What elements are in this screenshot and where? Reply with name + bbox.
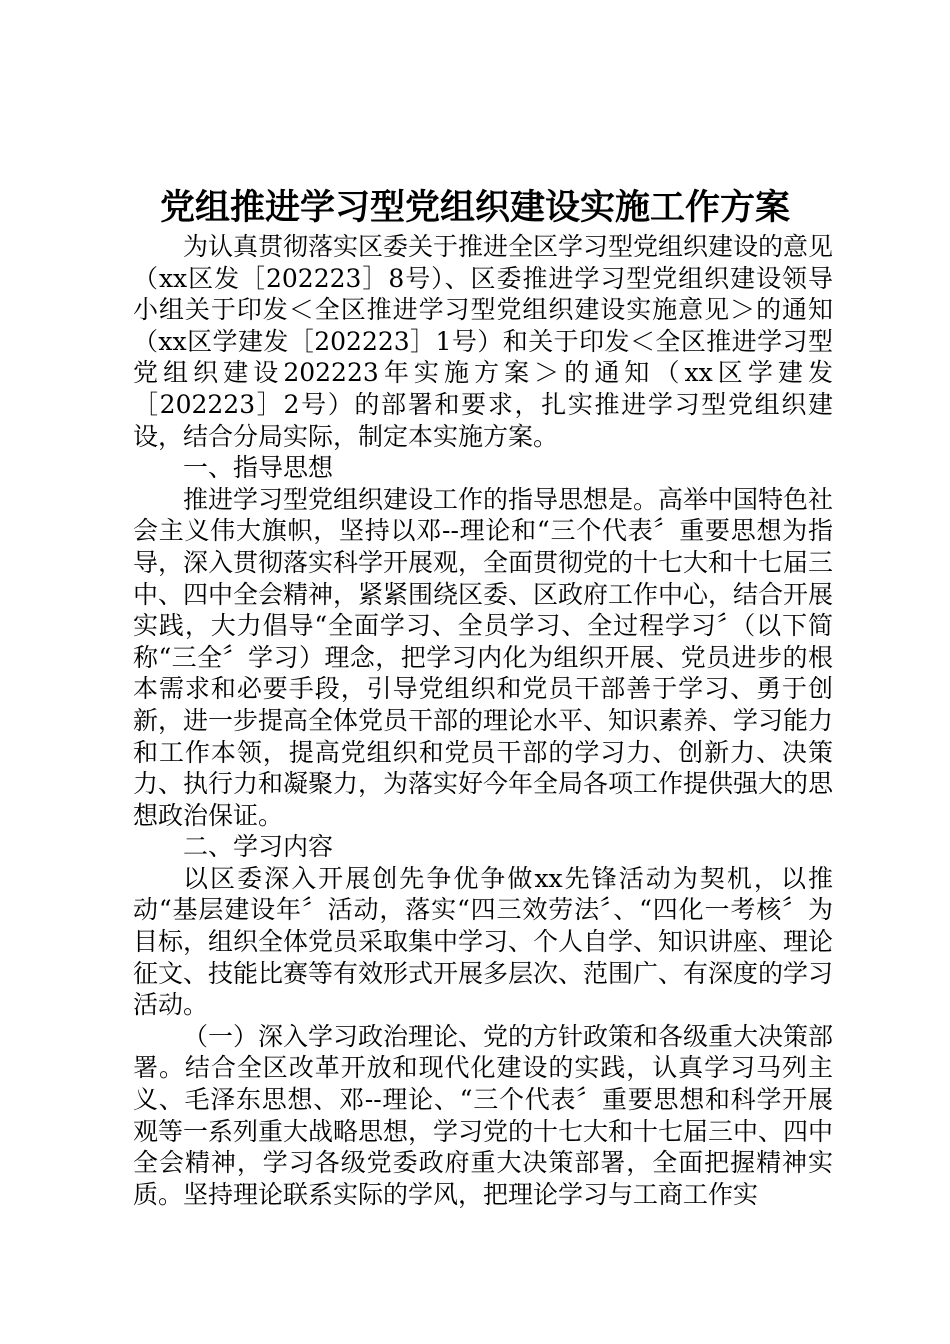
document-title: 党组推进学习型党组织建设实施工作方案 <box>159 187 790 228</box>
document-body <box>133 231 833 1210</box>
guiding-thought-paragraph: 推进学习型党组织建设工作的指导思想是。高举中国特色社会主义伟大旗帜，坚持以邓--理论和“三个代表〞重要思想为指导，深入贯彻落实科学开展观，全面贯彻党的十七大和十七届三中、四中全会精神，紧紧围绕区委、区政府工作中心，结合开展实践，大力倡导“全面学习、全员学习、全过程学习〞（以下简称“三全〞学习）理念，把学习内化为组织开展、党员进步的根本需求和必要手段，引导党组织和党员干部善于学习、勇于创新，进一步提高全体党员干部的理论水平、知识素养、学习能力和工作本领，提高党组织和党员干部的学习力、创新力、决策力、执行力和凝聚力，为落实好今年全局各项工作提供强大的思想政治保证。 <box>133 484 834 830</box>
intro-paragraph: 为认真贯彻落实区委关于推进全区学习型党组织建设的意见（xx区发［202223］8号）、区委推进学习型党组织建设领导小组关于印发＜全区推进学习型党组织建设实施意见＞的通知（xx区学建发［202223］1号）和关于印发＜全区推进学习型党组织建设202223年实施方案＞的通知（xx区学建发［202223］2号）的部署和要求，扎实推进学习型党组织建设，结合分局实际，制定本实施方案。 <box>133 232 834 451</box>
subsection-paragraph-1: （一）深入学习政治理论、党的方针政策和各级重大决策部署。结合全区改革开放和现代化建设的实践，认真学习马列主义、毛泽东思想、邓--理论、“三个代表〞重要思想和科学开展观等一系列重大战略思想，学习党的十七大和十七届三中、四中全会精神，学习各级党委政府重大决策部署，全面把握精神实质。坚持理论联系实际的学风，把理论学习与工商工作实 <box>133 1021 834 1209</box>
study-content-paragraph: 以区委深入开展创先争优争做xx先锋活动为契机，以推动“基层建设年〞活动，落实“四三效劳法〞、“四化一考核〞为目标，组织全体党员采取集中学习、个人自学、知识讲座、理论征文、技能比赛等有效形式开展多层次、范围广、有深度的学习活动。 <box>133 863 834 1020</box>
section-heading-study-content: 二、学习内容 <box>183 832 334 862</box>
section-heading-guiding-thought: 一、指导思想 <box>183 453 334 483</box>
